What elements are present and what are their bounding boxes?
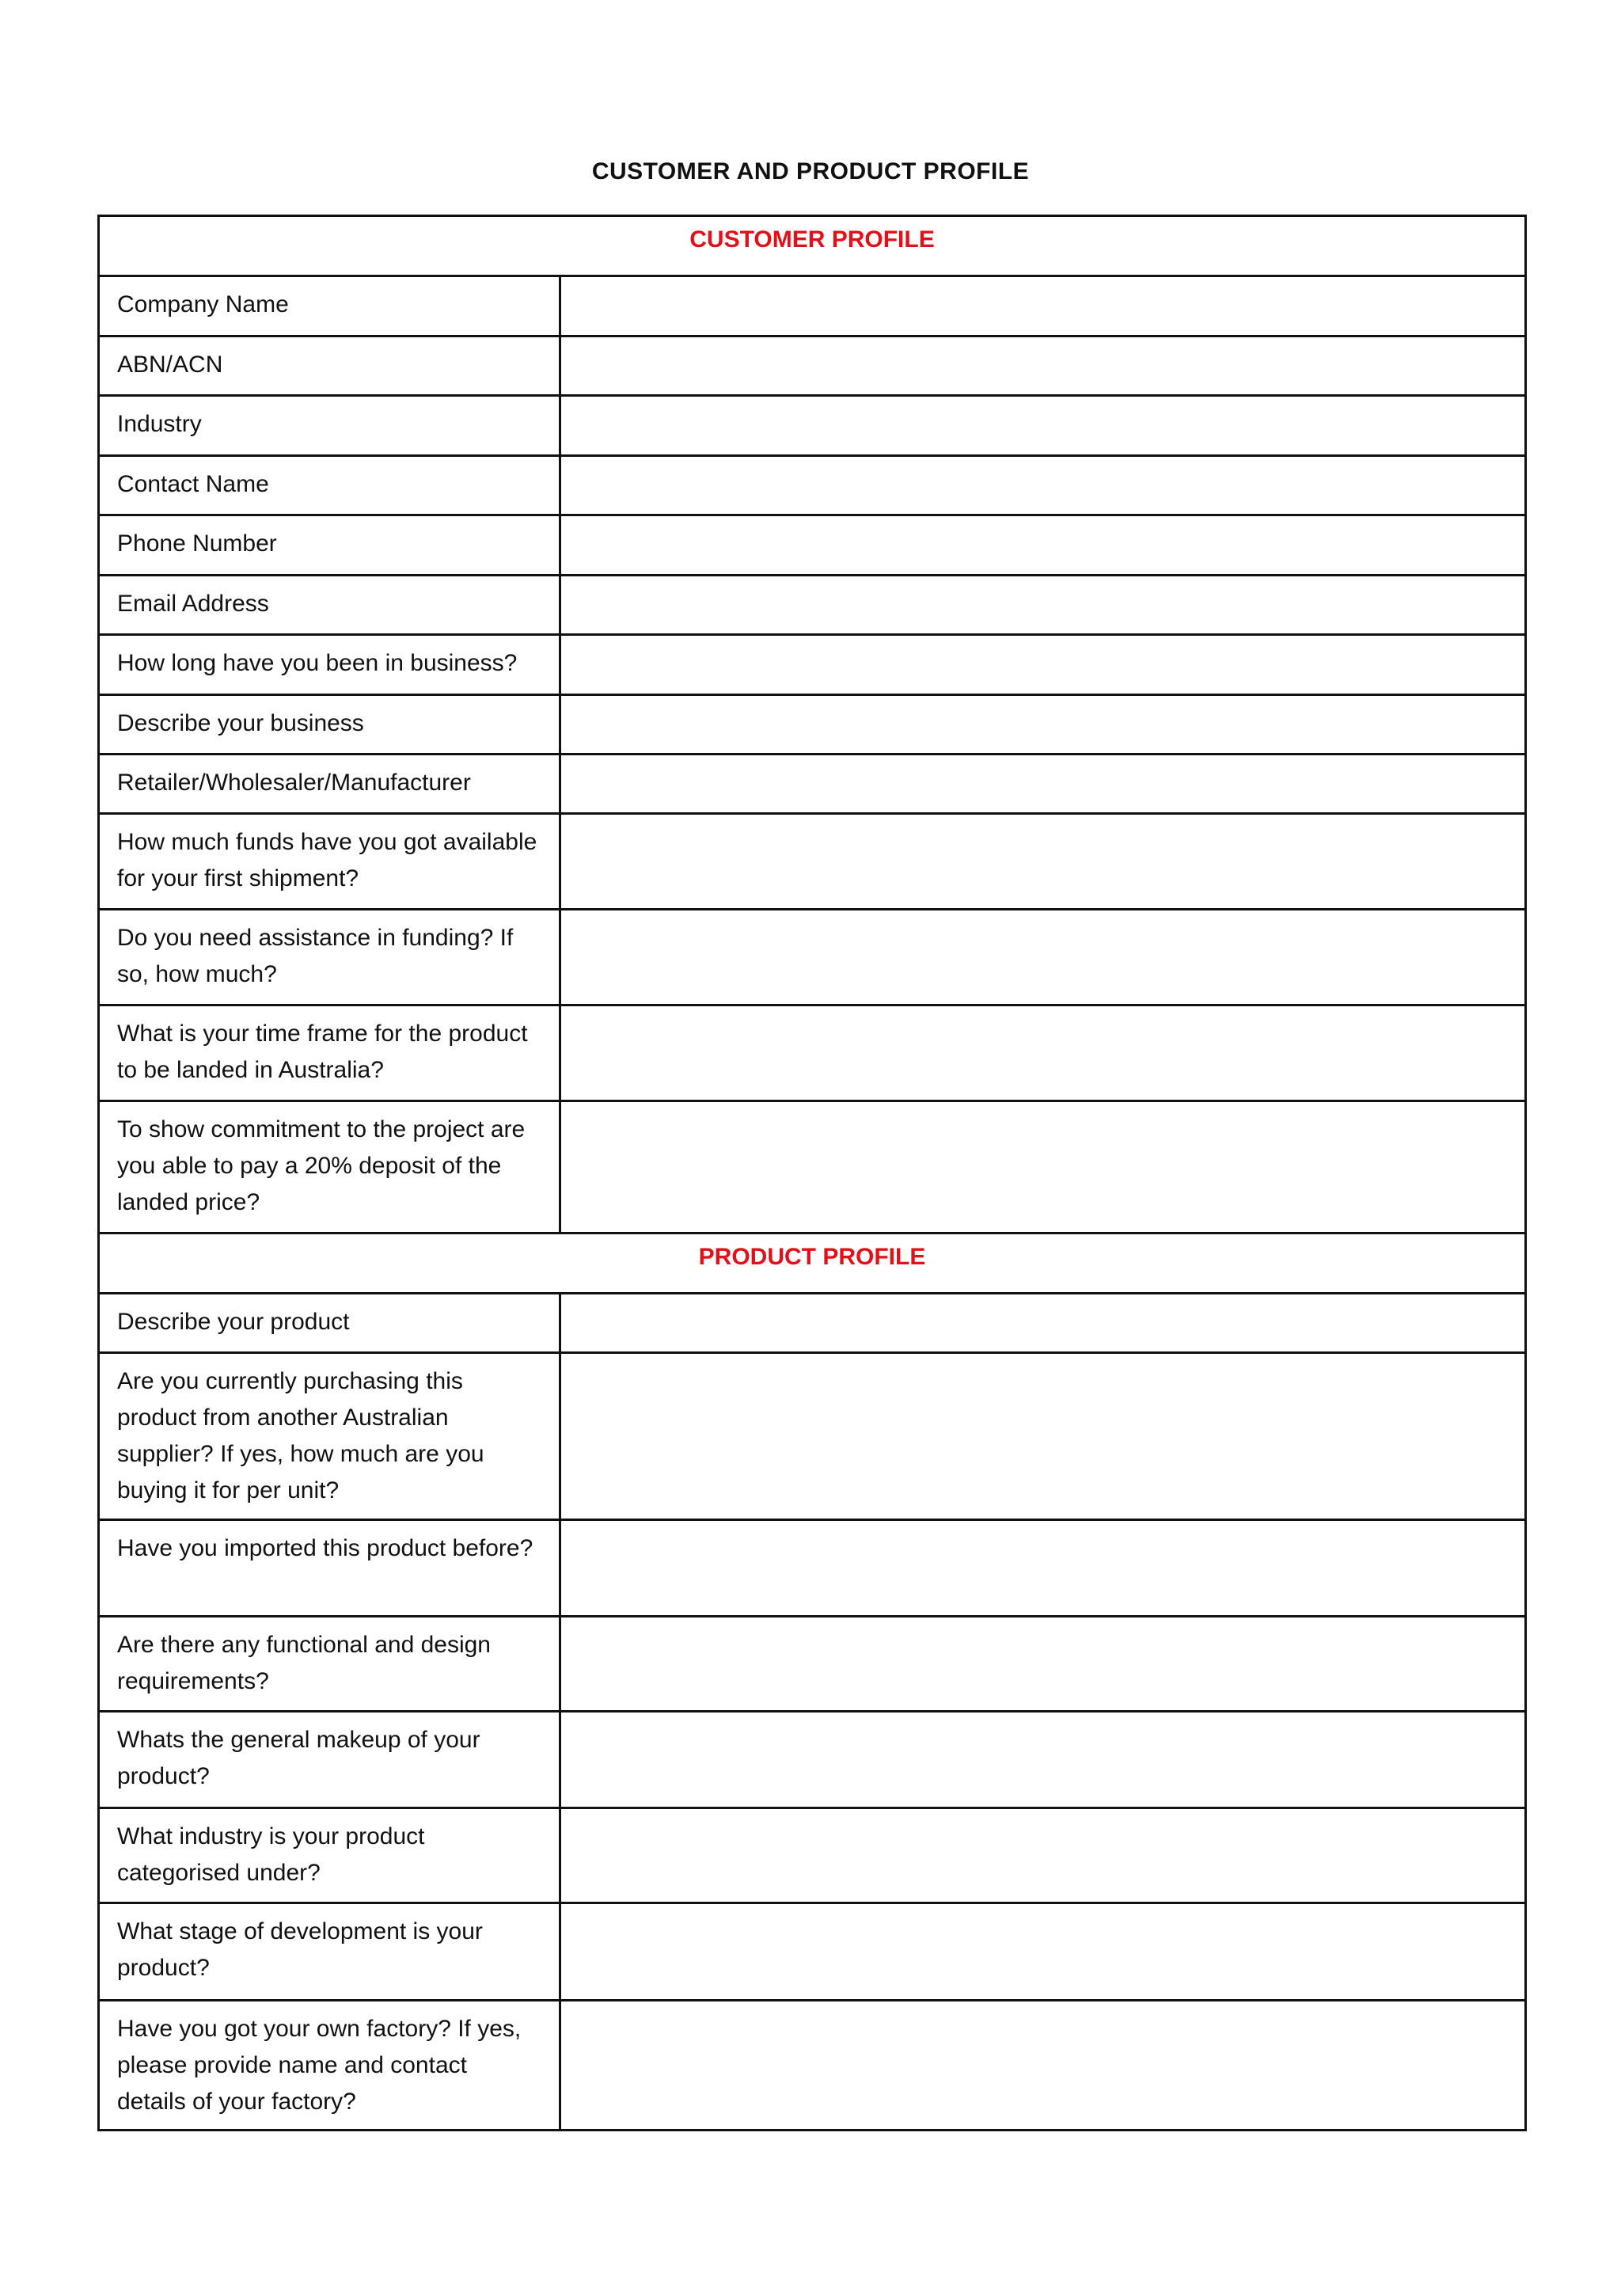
current-supplier-field[interactable] — [560, 1353, 1526, 1520]
imported-before-field[interactable] — [560, 1520, 1526, 1617]
row-label: What is your time frame for the product to be landed in Australia? — [99, 1005, 560, 1101]
business-description-field[interactable] — [560, 695, 1526, 755]
row-label: Whats the general makeup of your product? — [99, 1712, 560, 1808]
table-row — [99, 1617, 1526, 1712]
funding-assistance-field[interactable] — [560, 910, 1526, 1005]
row-label: Do you need assistance in funding? If so, how much? — [99, 910, 560, 1005]
table-row — [99, 695, 1526, 755]
row-label: Contact Name — [99, 456, 560, 515]
table-row — [99, 635, 1526, 695]
row-label: ABN/ACN — [99, 336, 560, 396]
product-profile-header: PRODUCT PROFILE — [99, 1234, 1526, 1294]
product-profile-header-row — [99, 1234, 1526, 1294]
row-label: Industry — [99, 396, 560, 456]
row-label: Retailer/Wholesaler/Manufacturer — [99, 755, 560, 814]
table-row — [99, 2001, 1526, 2131]
time-frame-field[interactable] — [560, 1005, 1526, 1101]
profile-form-table — [97, 215, 1527, 2131]
table-row — [99, 1005, 1526, 1101]
row-label: Have you got your own factory? If yes, please provide name and contact details of your factory? — [99, 2001, 560, 2131]
document-title: CUSTOMER AND PRODUCT PROFILE — [591, 158, 1030, 184]
table-row — [99, 1712, 1526, 1808]
company-name-field[interactable] — [560, 276, 1526, 336]
row-label: Describe your product — [99, 1294, 560, 1353]
table-row — [99, 755, 1526, 814]
table-row — [99, 1353, 1526, 1520]
row-label: Are you currently purchasing this product from another Australian supplier? If yes, how much are you buying it for per unit? — [99, 1353, 560, 1520]
industry-field[interactable] — [560, 396, 1526, 456]
table-row — [99, 336, 1526, 396]
row-label: To show commitment to the project are you able to pay a 20% deposit of the landed price? — [99, 1101, 560, 1234]
row-label: What industry is your product categorised under? — [99, 1808, 560, 1903]
table-row — [99, 1294, 1526, 1353]
table-row — [99, 576, 1526, 635]
row-label: Company Name — [99, 276, 560, 336]
row-label: Phone Number — [99, 515, 560, 576]
contact-name-field[interactable] — [560, 456, 1526, 515]
row-label: How long have you been in business? — [99, 635, 560, 695]
table-row — [99, 1903, 1526, 2001]
row-label: Are there any functional and design requirements? — [99, 1617, 560, 1712]
product-description-field[interactable] — [560, 1294, 1526, 1353]
row-label: Email Address — [99, 576, 560, 635]
table-row — [99, 396, 1526, 456]
table-row — [99, 456, 1526, 515]
available-funds-field[interactable] — [560, 814, 1526, 910]
customer-profile-header-row — [99, 216, 1526, 276]
row-label: Have you imported this product before? — [99, 1520, 560, 1617]
business-type-field[interactable] — [560, 755, 1526, 814]
design-requirements-field[interactable] — [560, 1617, 1526, 1712]
customer-profile-header: CUSTOMER PROFILE — [99, 216, 1526, 276]
product-industry-field[interactable] — [560, 1808, 1526, 1903]
table-row — [99, 515, 1526, 576]
table-row — [99, 1520, 1526, 1617]
email-address-field[interactable] — [560, 576, 1526, 635]
phone-number-field[interactable] — [560, 515, 1526, 576]
product-makeup-field[interactable] — [560, 1712, 1526, 1808]
abn-acn-field[interactable] — [560, 336, 1526, 396]
development-stage-field[interactable] — [560, 1903, 1526, 2001]
table-row — [99, 1808, 1526, 1903]
row-label: How much funds have you got available for your first shipment? — [99, 814, 560, 910]
row-label: What stage of development is your product? — [99, 1903, 560, 2001]
table-row — [99, 1101, 1526, 1234]
table-row — [99, 814, 1526, 910]
row-label: Describe your business — [99, 695, 560, 755]
own-factory-field[interactable] — [560, 2001, 1526, 2131]
table-row — [99, 910, 1526, 1005]
deposit-commitment-field[interactable] — [560, 1101, 1526, 1234]
years-in-business-field[interactable] — [560, 635, 1526, 695]
table-row — [99, 276, 1526, 336]
